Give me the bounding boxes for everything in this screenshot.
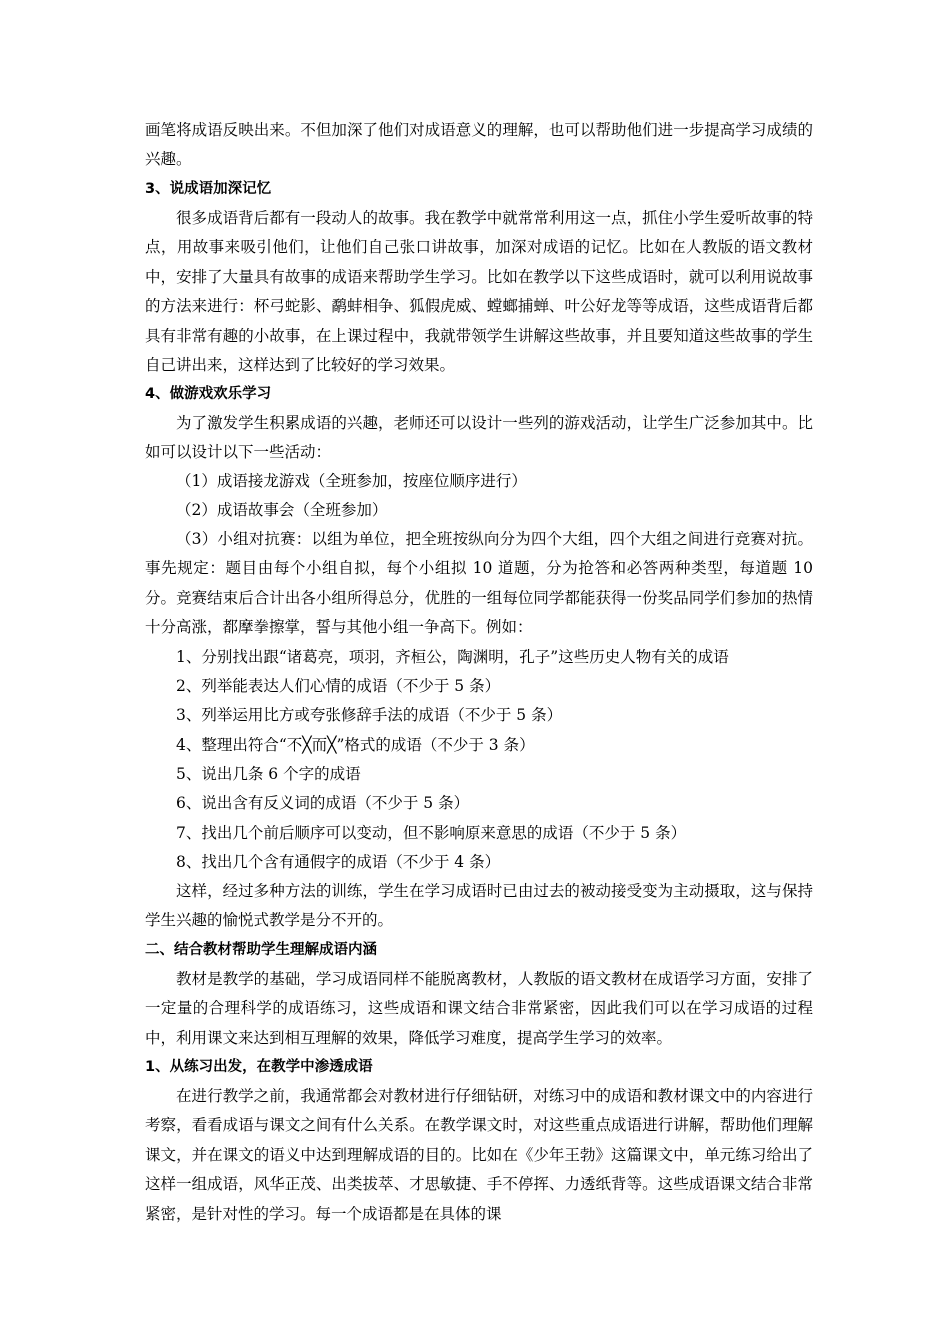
list-item-7: 7、找出几个前后顺序可以变动，但不影响原来意思的成语（不少于 5 条） xyxy=(176,824,687,842)
list-item-5: 5、说出几条 6 个字的成语 xyxy=(176,765,361,783)
paragraph-games: 为了激发学生积累成语的兴趣，老师还可以设计一些列的游戏活动，让学生广泛参加其中。比如可以设计以下一些活动： xyxy=(145,414,813,462)
activity-item-2: （2）成语故事会（全班参加） xyxy=(176,501,388,519)
section-heading-4: 4、做游戏欢乐学习 xyxy=(145,386,272,402)
paragraph-practice: 在进行教学之前，我通常都会对教材进行仔细钻研，对练习中的成语和教材课文中的内容进行考察，看看成语与课文之间有什么关系。在教学课文时，对这些重点成语进行讲解，帮助他们理解课文，并在课文的语义中达到理解成语的目的。比如在《少年王勃》这篇课文中，单元练习给出了这样一组成语，风华正茂、出类拔萃、才思敏捷、手不停挥、力透纸背等。这些成语课文结合非常紧密，是针对性的学习。每一个成语都是在具体的课 xyxy=(145,1087,813,1223)
list-item-1: 1、分别找出跟“诸葛亮，项羽，齐桓公，陶渊明，孔子”这些历史人物有关的成语 xyxy=(176,648,729,666)
list-item-3: 3、列举运用比方或夸张修辞手法的成语（不少于 5 条） xyxy=(176,706,563,724)
activity-item-3: （3）小组对抗赛：以组为单位，把全班按纵向分为四个大组，四个大组之间进行竞赛对抗。事先规定：题目由每个小组自拟，每个小组拟 10 道题，分为抢答和必答两种类型，每道题 10 分。竞赛结束后合计出各小组所得总分，优胜的一组每位同学都能获得一份奖品同学们参加的热情十分高涨，都摩拳擦掌，誓与其他小组一争高下。例如： xyxy=(145,530,813,637)
paragraph-summary: 这样，经过多种方法的训练，学生在学习成语时已由过去的被动接受变为主动摄取，这与保持学生兴趣的愉悦式教学是分不开的。 xyxy=(145,882,813,930)
section-heading-textbook: 二、结合教材帮助学生理解成语内涵 xyxy=(145,942,377,958)
list-item-2: 2、列举能表达人们心情的成语（不少于 5 条） xyxy=(176,677,501,695)
paragraph-continuation: 画笔将成语反映出来。不但加深了他们对成语意义的理解，也可以帮助他们进一步提高学习成绩的兴趣。 xyxy=(145,121,813,169)
list-item-6: 6、说出含有反义词的成语（不少于 5 条） xyxy=(176,794,470,812)
list-item-8: 8、找出几个含有通假字的成语（不少于 4 条） xyxy=(176,853,501,871)
paragraph-textbook: 教材是教学的基础，学习成语同样不能脱离教材，人教版的语文教材在成语学习方面，安排了一定量的合理科学的成语练习，这些成语和课文结合非常紧密，因此我们可以在学习成语的过程中，利用课文来达到相互理解的效果，降低学习难度，提高学生学习的效率。 xyxy=(145,970,813,1047)
section-heading-practice: 1、从练习出发，在教学中渗透成语 xyxy=(145,1059,373,1075)
list-item-4: 4、整理出符合“不╳而╳”格式的成语（不少于 3 条） xyxy=(176,736,535,754)
paragraph-stories: 很多成语背后都有一段动人的故事。我在教学中就常常利用这一点，抓住小学生爱听故事的特点，用故事来吸引他们，让他们自己张口讲故事，加深对成语的记忆。比如在人教版的语文教材中，安排了大量具有故事的成语来帮助学生学习。比如在教学以下这些成语时，就可以利用说故事的方法来进行：杯弓蛇影、鹬蚌相争、狐假虎威、螳螂捕蝉、叶公好龙等等成语，这些成语背后都具有非常有趣的小故事，在上课过程中，我就带领学生讲解这些故事，并且要知道这些故事的学生自己讲出来，这样达到了比较好的学习效果。 xyxy=(145,209,813,375)
section-heading-3: 3、说成语加深记忆 xyxy=(145,181,272,197)
activity-item-1: （1）成语接龙游戏（全班参加，按座位顺序进行） xyxy=(176,472,527,490)
